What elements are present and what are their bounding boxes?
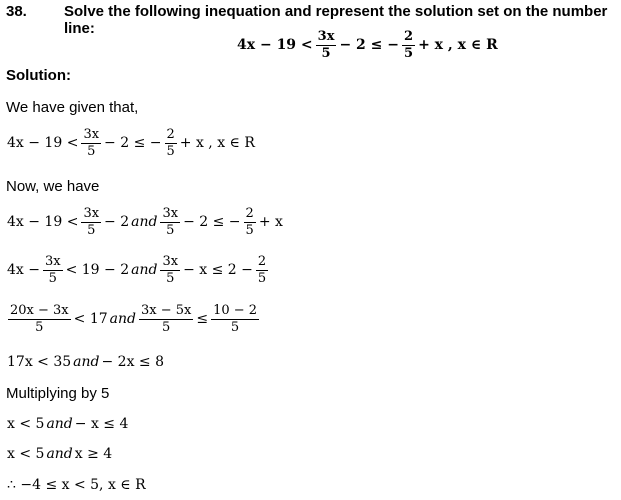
eq4-f1-num: 20x − 3x (10, 303, 69, 318)
eq2-f3-num: 2 (245, 206, 254, 221)
eq5-and: and (73, 354, 100, 370)
eq3-part-2: < 19 − 2 (65, 262, 130, 279)
eq3-f2-num: 3x (162, 254, 179, 269)
header-eq-part-3: + x , x ∈ R (418, 37, 498, 54)
equation-2 (6, 207, 284, 237)
eq2-f1-num: 3x (83, 206, 100, 221)
eq3-f1-num: 3x (44, 254, 61, 269)
eq1-part-3: + x , x ∈ R (179, 135, 255, 152)
solution-label: Solution: (6, 67, 71, 84)
eq1-f2-den: 5 (166, 143, 175, 159)
eq7-and: and (46, 446, 73, 462)
eq3-and: and (131, 262, 158, 279)
eq1-fraction-1 (81, 128, 101, 158)
eq4-f3-num: 10 − 2 (213, 303, 258, 318)
header-eq-f1-den: 5 (321, 45, 331, 61)
eq4-f1-den: 5 (35, 319, 44, 335)
eq2-fraction-3 (244, 207, 256, 237)
eq6-part-1: x < 5 (7, 416, 45, 432)
header-eq-f2-den: 5 (404, 45, 414, 61)
eq5-part-1: 17x < 35 (7, 354, 72, 370)
eq8-part-1: ∴ −4 ≤ x < 5, x ∈ R (7, 477, 146, 493)
eq7-part-1: x < 5 (7, 446, 45, 462)
eq3-fraction-1 (43, 255, 63, 285)
eq3-f2-den: 5 (166, 270, 175, 286)
eq2-f2-den: 5 (166, 222, 175, 238)
eq2-fraction-2 (160, 207, 180, 237)
equation-8 (6, 477, 147, 493)
eq3-part-1: 4x − (7, 262, 40, 279)
eq2-part-2: − 2 (104, 214, 130, 231)
equation-1 (6, 128, 256, 158)
eq5-part-2: − 2x ≤ 8 (101, 354, 165, 370)
eq3-f1-den: 5 (48, 270, 57, 286)
eq2-part-3: − 2 ≤ − (183, 214, 241, 231)
equation-4 (6, 304, 261, 334)
eq1-f1-num: 3x (83, 127, 100, 142)
eq4-f2-den: 5 (162, 319, 171, 335)
question-number: 38. (6, 3, 27, 20)
multiplying-label: Multiplying by 5 (6, 385, 110, 402)
equation-5 (6, 354, 165, 370)
eq2-fraction-1 (81, 207, 101, 237)
eq6-part-2: − x ≤ 4 (74, 416, 129, 432)
header-eq-part-1: 4x − 19 < (237, 37, 313, 54)
eq2-f3-den: 5 (245, 222, 254, 238)
eq4-part-2: ≤ (196, 311, 209, 328)
question-text: Solve the following inequation and represent the solution set on the number line: (64, 3, 608, 37)
given-label: We have given that, (6, 99, 139, 116)
eq1-part-2: − 2 ≤ − (104, 135, 162, 152)
eq2-f2-num: 3x (162, 206, 179, 221)
eq7-part-2: x ≥ 4 (74, 446, 113, 462)
equation-7 (6, 446, 113, 462)
eq2-f1-den: 5 (87, 222, 96, 238)
eq6-and: and (46, 416, 73, 432)
eq4-fraction-3 (211, 304, 259, 334)
eq1-f2-num: 2 (166, 127, 175, 142)
header-eq-f1-num: 3x (317, 29, 335, 44)
eq4-fraction-1 (8, 304, 71, 334)
eq3-f3-num: 2 (257, 254, 267, 269)
eq4-and: and (109, 311, 136, 328)
eq3-fraction-3 (256, 255, 268, 285)
eq4-fraction-2 (139, 304, 193, 334)
eq2-part-4: + x (258, 214, 283, 231)
eq4-f3-den: 5 (230, 319, 240, 335)
eq2-part-1: 4x − 19 < (7, 214, 79, 231)
eq3-part-3: − x ≤ 2 − (183, 262, 253, 279)
eq1-part-1: 4x − 19 < (7, 135, 79, 152)
now-label: Now, we have (6, 178, 100, 195)
eq3-f3-den: 5 (257, 270, 267, 286)
eq2-and: and (131, 214, 158, 231)
eq4-f2-num: 3x − 5x (140, 303, 192, 318)
eq1-fraction-2 (165, 128, 177, 158)
eq1-f1-den: 5 (87, 143, 96, 159)
header-eq-fraction-2 (402, 30, 415, 60)
header-eq-fraction-1 (316, 30, 337, 60)
header-equation (236, 30, 499, 60)
header-eq-f2-num: 2 (404, 29, 414, 44)
eq3-fraction-2 (160, 255, 180, 285)
header-eq-part-2: − 2 ≤ − (339, 37, 400, 54)
equation-3 (6, 255, 270, 285)
equation-6 (6, 416, 129, 432)
eq4-part-1: < 17 (73, 311, 108, 328)
